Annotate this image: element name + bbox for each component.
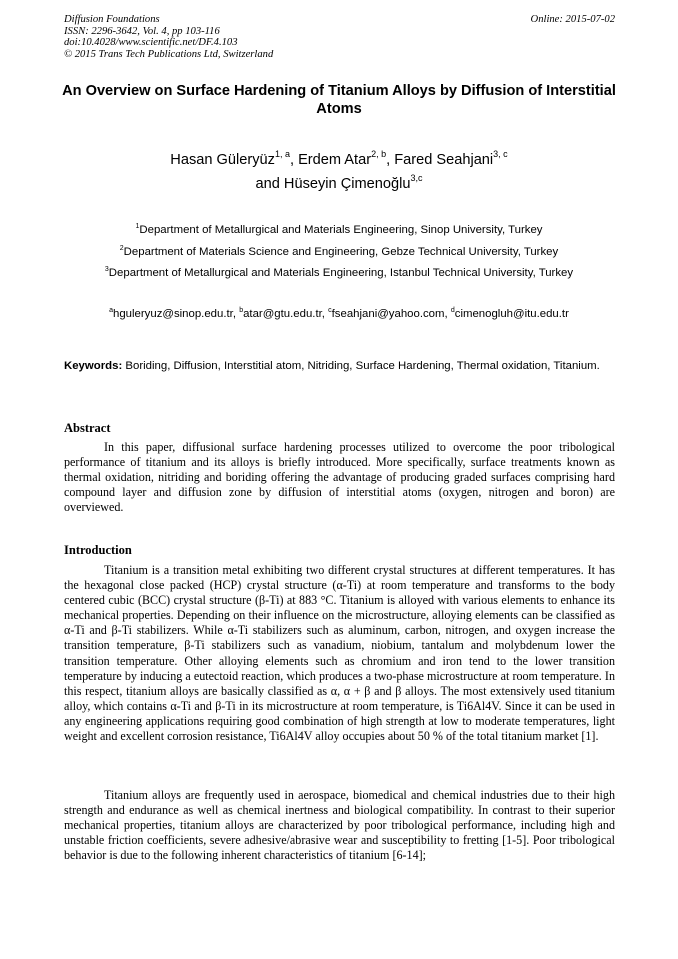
affiliation-2 bbox=[60, 245, 618, 259]
affiliation-number: 2 bbox=[119, 245, 124, 252]
affiliation-text: Department of Metallurgical and Materials Engineering, Istanbul Technical University, Turkey bbox=[108, 267, 574, 279]
journal-doi: doi:10.4028/www.scientific.net/DF.4.103 bbox=[64, 37, 238, 48]
author-name: Hasan Güleryüz bbox=[170, 152, 275, 168]
affiliation-text: Department of Metallurgical and Materials Engineering, Sinop University, Turkey bbox=[139, 224, 543, 236]
introduction-heading: Introduction bbox=[64, 543, 132, 557]
author-sup: 1, a bbox=[274, 149, 290, 159]
introduction-paragraph-2: Titanium alloys are frequently used in aerospace, biomedical and chemical industries due to their high strength and endurance as well as chemical inertness and biological compatibility. In contrast to their superior mechanical properties, titanium alloys are characterized by poor tribological performance, including high and unstable friction coefficients, severe adhesive/abrasive wear and susceptibility to fretting [1-5]. Poor tribological behavior is due to the following inherent characteristics of titanium [6-14]; bbox=[64, 788, 615, 863]
journal-copyright: © 2015 Trans Tech Publications Ltd, Switzerland bbox=[64, 48, 274, 60]
journal-header bbox=[64, 14, 273, 60]
abstract-text: In this paper, diffusional surface hardening processes utilized to overcome the poor tribological performance of titanium and its alloys is briefly introduced. More specifically, surface treatments known as thermal oxidation, nitriding and boriding offering the advantage of producing graded surfaces comprising hard compound layer and diffusion zone by diffusion of interstitial atoms (oxygen, nitrogen and boron) are overviewed. bbox=[64, 440, 615, 515]
email-sup: c bbox=[328, 307, 332, 314]
author-line-1: Hasan Güleryüz$^{1, a}$, Erdem Atar$^{2, b}$, Fared Seahjani$^{3, c}$ bbox=[170, 149, 508, 168]
author-sup: 3,c bbox=[410, 173, 423, 183]
email-sup: a bbox=[109, 307, 113, 314]
author-list bbox=[60, 148, 618, 196]
author-sup: 2, b bbox=[371, 149, 387, 159]
author-emails bbox=[60, 307, 618, 321]
email-link[interactable]: atar@gtu.edu.tr, bbox=[243, 308, 325, 320]
author-line-2 bbox=[60, 172, 618, 196]
affiliation-text: Department of Materials Science and Engineering, Gebze Technical University, Turkey bbox=[123, 246, 559, 258]
affiliation-number: 1 bbox=[135, 223, 140, 230]
introduction-paragraph-1: Titanium is a transition metal exhibiting two different crystal structures at different temperatures. It has the hexagonal close packed (HCP) crystal structure (α-Ti) at room temperature and transforms to the body centered cubic (BCC) crystal structure (β-Ti) at 883 °C. Titanium is alloyed with various elements to enhance its mechanical properties. Depending on their influence on the microstructure, alloying elements can be classified as α-Ti and β-Ti stabilizers. While α-Ti stabilizers such as aluminum, carbon, nitrogen, and oxygen increase the transition temperature, β-Ti stabilizers such as vanadium, niobium, tantalum and molybdenum lower the transition temperature. Other alloying elements such as chromium and iron tend to the lower transition temperature by inducing a eutectoid reaction, which produces a two-phase microstructure at room temperature. In this respect, titanium alloys are basically classified as α, α + β and β alloys. The most extensively used titanium alloy, which contains α-Ti and β-Ti in its microstructure at room temperature, is Ti6Al4V. Since it can be used in any engineering applications requiring good combination of high strength at low to moderate temperatures, light weight and excellent corrosion resistance, Ti6Al4V alloy occupies about 50 % of the total titanium market [1]. bbox=[64, 563, 615, 744]
email-link[interactable]: fseahjani@yahoo.com, bbox=[331, 308, 448, 320]
paper-title: An Overview on Surface Hardening of Titanium Alloys by Diffusion of Interstitial Atoms bbox=[62, 83, 616, 117]
author-and: and bbox=[255, 176, 280, 192]
email-link[interactable]: hguleryuz@sinop.edu.tr, bbox=[113, 308, 237, 320]
keywords-label: Keywords: bbox=[64, 360, 123, 372]
author-name: Erdem Atar bbox=[298, 152, 372, 168]
journal-issn: ISSN: 2296-3642, Vol. 4, pp 103-116 bbox=[64, 25, 220, 37]
abstract-heading: Abstract bbox=[64, 421, 111, 435]
affiliation-number: 3 bbox=[104, 266, 109, 273]
affiliation-3 bbox=[60, 266, 618, 280]
online-date: Online: 2015-07-02 bbox=[530, 14, 615, 25]
affiliation-1 bbox=[60, 223, 618, 237]
keywords bbox=[64, 359, 615, 373]
email-sup: b bbox=[239, 307, 244, 314]
email-sup: d bbox=[450, 307, 455, 314]
journal-name: Diffusion Foundations bbox=[64, 14, 160, 25]
author-name: Hüseyin Çimenoğlu bbox=[283, 176, 411, 192]
keywords-text: Boriding, Diffusion, Interstitial atom, Nitriding, Surface Hardening, Thermal oxidation, Titanium. bbox=[125, 360, 600, 372]
author-name: Fared Seahjani bbox=[394, 152, 494, 168]
email-link[interactable]: cimenogluh@itu.edu.tr bbox=[454, 308, 569, 320]
author-sup: 3, c bbox=[493, 149, 508, 159]
